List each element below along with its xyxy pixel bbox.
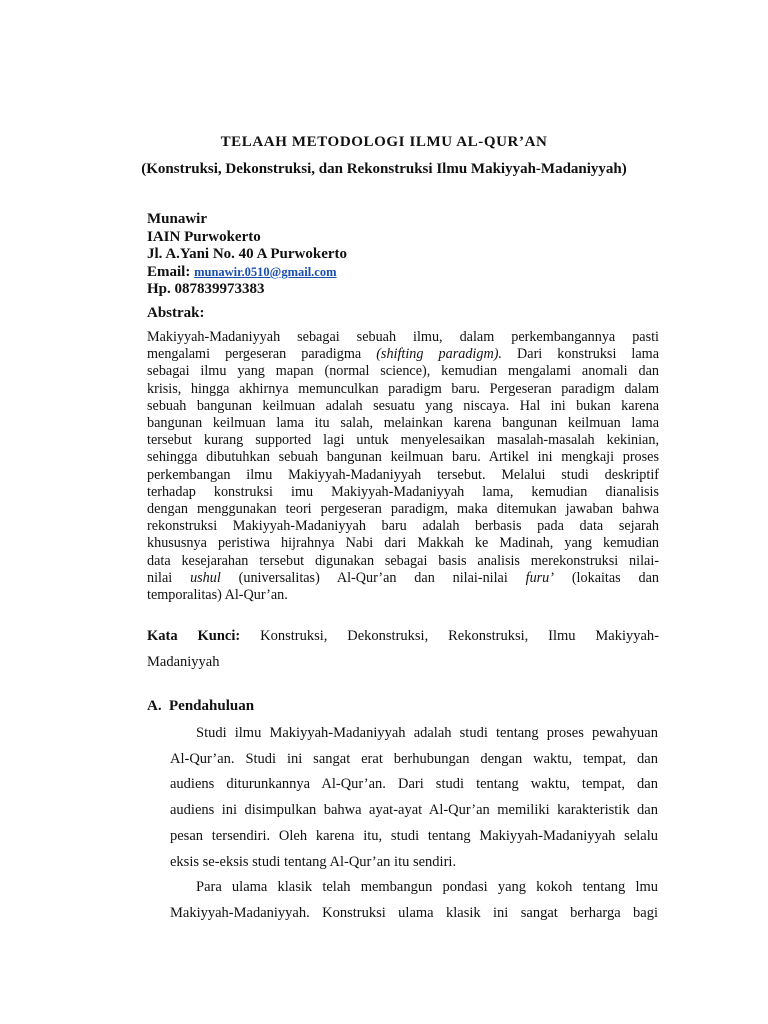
paper-subtitle: (Konstruksi, Dekonstruksi, dan Rekonstruksi Ilmu Makiyyah-Madaniyyah) bbox=[141, 161, 627, 177]
body-line: pesan tersendiri. Oleh karena itu, studi tentang Makiyyah-Madaniyyah selalu bbox=[170, 827, 658, 844]
body-line: audiens ini disimpulkan bahwa ayat-ayat Al-Qur’an memiliki karakteristik dan bbox=[170, 802, 658, 819]
abstract-line: tersebut kurang supported lagi untuk menyelesaikan masalah-masalah kekinian, bbox=[147, 432, 659, 449]
section-heading bbox=[147, 698, 254, 715]
abstract-line: krisis, hingga akhirnya memunculkan paradigm baru. Pergeseran paradigm dalam bbox=[147, 380, 659, 397]
abstract-line: mengalami pergeseran paradigma (shifting paradigm). Dari konstruksi lama bbox=[147, 346, 659, 363]
body-line: Al-Qur’an. Studi ini sangat erat berhubungan dengan waktu, tempat, dan bbox=[170, 750, 658, 767]
abstract-line: terhadap konstruksi imu Makiyyah-Madaniyyah lama, kemudian dianalisis bbox=[147, 483, 659, 500]
author-institution: IAIN Purwokerto bbox=[147, 228, 261, 245]
paper-title: TELAAH METODOLOGI ILMU AL-QUR’AN bbox=[220, 134, 548, 150]
author-name: Munawir bbox=[147, 211, 207, 227]
keywords-line: Madaniyyah bbox=[147, 654, 220, 670]
abstract-heading: Abstrak: bbox=[147, 305, 205, 321]
keywords-text: Konstruksi, Dekonstruksi, Rekonstruksi, Ilmu Makiyyah- bbox=[260, 628, 660, 644]
email-label: Email: bbox=[147, 263, 191, 280]
abstract-line: temporalitas) Al-Qur’an. bbox=[147, 587, 288, 604]
abstract-line: khususnya peristiwa hijrahnya Nabi dari Makkah ke Madinah, yang kemudian bbox=[147, 535, 659, 552]
body-line: audiens diturunkannya Al-Qur’an. Dari studi tentang waktu, tempat, dan bbox=[170, 776, 658, 793]
author-address: Jl. A.Yani No. 40 A Purwokerto bbox=[147, 246, 348, 263]
abstract-line: bangunan keilmuan lama itu salah, melainkan karena bangunan keilmuan lama bbox=[147, 415, 659, 432]
keywords-block bbox=[147, 623, 659, 675]
body-line: Makiyyah-Madaniyyah. Konstruksi ulama klasik ini sangat berharga bagi bbox=[170, 904, 658, 921]
keywords-label: Kata Kunci: bbox=[147, 628, 241, 644]
abstract-line: sebuah bangunan keilmuan adalah sesuatu yang niscaya. Hal ini bukan karena bbox=[147, 397, 659, 414]
abstract-line: dengan menggunakan teori pergeseran paradigm, maka ditemukan jawaban bahwa bbox=[147, 501, 659, 518]
abstract-line: nilai ushul (universalitas) Al-Qur’an dan nilai-nilai furu’ (lokaitas dan bbox=[147, 569, 660, 586]
abstract-line: Makiyyah-Madaniyyah sebagai sebuah ilmu, dalam perkembangannya pasti bbox=[147, 329, 659, 345]
body-line: Studi ilmu Makiyyah-Madaniyyah adalah studi tentang proses pewahyuan bbox=[196, 725, 658, 741]
section-number: A. bbox=[147, 698, 162, 714]
abstract-body bbox=[147, 329, 659, 604]
abstract-line: perkembangan ilmu Makiyyah-Madaniyyah tersebut. Melalui studi deskriptif bbox=[147, 466, 659, 483]
author-email-row bbox=[147, 264, 347, 282]
abstract-line: sebagai ilmu yang mapan (normal science), kemudian mengalami anomali dan bbox=[147, 363, 659, 380]
abstract-line: rekonstruksi Makiyyah-Madaniyyah baru adalah berbasis pada data sejarah bbox=[147, 518, 659, 535]
body-line: Para ulama klasik telah membangun pondasi yang kokoh tentang lmu bbox=[196, 879, 658, 896]
keywords-line bbox=[147, 623, 659, 649]
author-block bbox=[147, 211, 347, 299]
abstract-line: data kesejarahan tersebut digunakan sebagai basis analisis merekonstruksi nilai- bbox=[147, 552, 659, 569]
section-title: Pendahuluan bbox=[169, 698, 255, 714]
section-body bbox=[170, 721, 658, 927]
author-phone: Hp. 087839973383 bbox=[147, 281, 265, 298]
abstract-line: sehingga dibutuhkan sebuah bangunan keilmuan baru. Artikel ini mengkaji proses bbox=[147, 449, 659, 466]
email-link[interactable]: munawir.0510@gmail.com bbox=[194, 264, 337, 279]
body-line: eksis se-eksis studi tentang Al-Qur’an itu sendiri. bbox=[170, 853, 457, 870]
